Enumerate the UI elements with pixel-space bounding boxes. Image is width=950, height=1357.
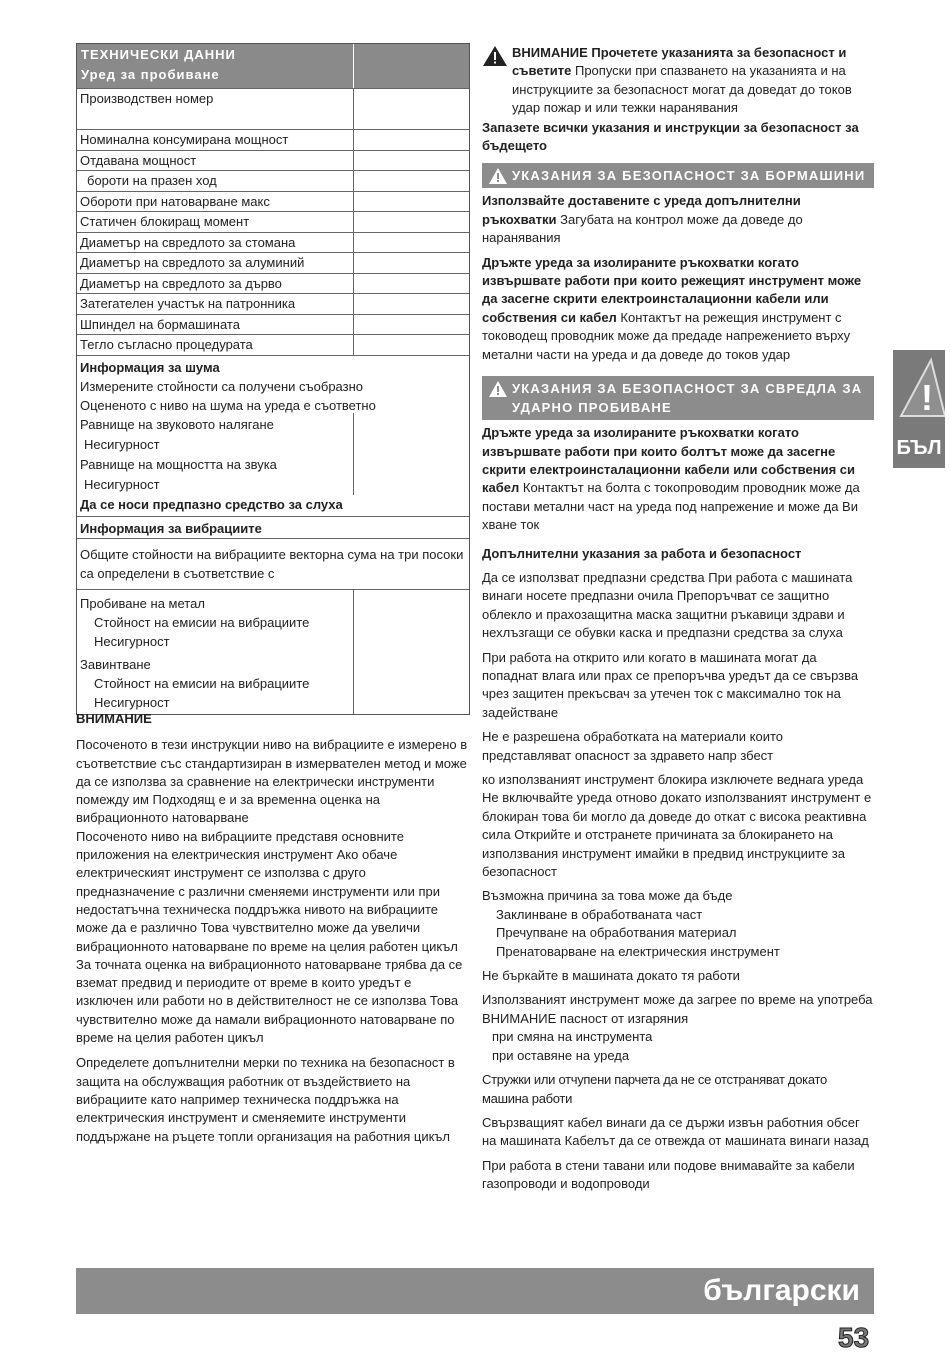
vibration-line: Несигурност — [94, 633, 170, 649]
table-row — [77, 314, 469, 335]
noise-line: Измерените стойности са получени съобразно — [80, 378, 364, 394]
row-label: Шпиндел на бормашината — [80, 316, 240, 332]
noise-line: Равнище на мощността на звука — [80, 456, 277, 472]
warning-icon — [488, 380, 508, 398]
footer-band — [76, 1268, 874, 1314]
text: Загубата на контрол може да доведе до наранявания — [482, 211, 803, 246]
table-row — [77, 252, 469, 273]
paragraph — [482, 887, 874, 961]
paragraph: Стружки или отчупени парчета да не се отстраняват докато машина работи — [482, 1072, 827, 1106]
list-item: Пренатоварване на електрическия инструмент — [496, 943, 780, 959]
paragraph: ко използваният инструмент блокира изключете веднага уреда Не включвайте уреда отново докато използваният инструмент е блокиран това би могло да доведе до откат с висока реактивна сила Открийте и отстранете причината за блокирането на използвания инструмент имайки в предвид инструкциите за безопасност — [482, 772, 872, 880]
paragraph: При работа на открито или когато в машината могат да попаднат влага или прах се препоръчва уредът да се свързва чрез защитен прекъсвач за утечен ток с максимално ток на задействане — [482, 649, 859, 720]
list-item: Пречупване на обработвания материал — [496, 925, 737, 941]
row-label: бороти на празен ход — [87, 173, 217, 188]
row-label: Производствен номер — [80, 91, 214, 106]
paragraph: Посоченото ниво на вибрациите представя основните приложения на електрическия инструмент Ако обаче електрическият инструмент се използва с друго предназначение с различни сменяеми инструменти или при недостатъчна техническа поддръжка нивото на вибрациите може да е различно Това чувствително може да увеличи вибрационното натоварване по време на целия работен цикъл — [76, 828, 458, 954]
table-subtitle: Уред за пробиване — [81, 67, 220, 82]
vibration-desc — [77, 538, 469, 589]
row-label: Статичен блокиращ момент — [80, 214, 250, 229]
table-row — [77, 191, 469, 212]
warning-icon — [482, 44, 508, 68]
noise-title: Информация за шума — [80, 359, 220, 375]
text: Възможна причина за това може да бъде — [482, 888, 733, 904]
page-number: 53 — [838, 1322, 870, 1353]
row-label: Номинална консумирана мощност — [80, 132, 289, 147]
paragraph — [482, 424, 874, 534]
table-row — [77, 293, 469, 314]
hearing-protection-note: Да се носи предпазно средство за слуха — [80, 496, 343, 512]
band-title: УКАЗАНИЯ ЗА БЕЗОПАСНОСТ ЗА СВРЕДЛА ЗА УДАРНО ПРОБИВАНЕ — [512, 381, 863, 416]
row-label: Диаметър на свредлото за дърво — [80, 275, 282, 291]
table-title: ТЕХНИЧЕСКИ ДАННИ — [81, 47, 236, 62]
bold-text: Дръжте уреда за изолираните ръкохватки когато извършвате работи при които болтът може да засегне скрити електроинсталационни кабели или собствения си кабел — [482, 425, 855, 496]
section-band-drills — [482, 163, 874, 188]
vibration-section — [77, 516, 469, 538]
paragraph: Не бъркайте в машината докато тя работи — [482, 968, 740, 984]
text: ВНИМАНИЕ пасност от изгаряния — [482, 1010, 689, 1026]
side-tab-label: БЪЛ — [896, 437, 942, 459]
paragraph: Посоченото в тези инструкции ниво на вибрациите е измерено в съответствие със стандартизиран в измервателен метод и може да се използва за сравнение на електрически инструменти помежду им Подходящ е и за временна оценка на вибрационното натоварване — [76, 737, 468, 826]
band-title: УКАЗАНИЯ ЗА БЕЗОПАСНОСТ ЗА БОРМАШИНИ — [512, 168, 866, 184]
noise-section — [77, 355, 469, 516]
row-label: Обороти при натоварване макс — [80, 193, 270, 209]
vibration-values — [77, 589, 469, 714]
table-row — [77, 232, 469, 253]
table-row — [77, 129, 469, 150]
paragraph: Свързващият кабел винаги да се държи извън работния обсег на машината Кабелът да се отвежда от машината винаги назад — [482, 1114, 869, 1149]
warning-icon — [893, 354, 945, 434]
language-side-tab — [893, 350, 945, 468]
warning-text: Пропуски при спазването на указанията и на инструкциите за безопасност могат да доведат до токов удар пожар и или тежки наранявания — [512, 63, 852, 116]
section-band-impact — [482, 376, 874, 420]
keep-instructions: Запазете всички указания и инструкции за безопасност за бъдещето — [482, 119, 859, 154]
vibration-line: Пробиване на метал — [80, 595, 205, 611]
paragraph — [482, 254, 874, 364]
vibration-line: Общите стойности на вибрациите векторна сума на три посоки — [80, 546, 464, 562]
noise-line: Равнище на звуковото налягане — [80, 416, 274, 432]
bold-text: Използвайте доставените с уреда допълнителни ръкохватки — [482, 193, 801, 227]
paragraph: При работа в стени тавани или подове внимавайте за кабели газопроводи и водопроводи — [482, 1157, 855, 1192]
general-warning — [482, 44, 874, 118]
noise-line: Несигурност — [84, 436, 160, 452]
row-label: Тегло съгласно процедурата — [80, 337, 253, 352]
additional-title: Допълнителни указания за работа и безопасност — [482, 545, 802, 561]
vibration-line: са определени в съответствие с — [80, 565, 275, 581]
warning-bold: ВНИМАНИЕ Прочетете указанията за безопасност и съветите — [512, 45, 847, 79]
vibration-line: Стойност на емисии на вибрациите — [94, 614, 310, 630]
text: Контактът на болта с токопроводим проводник може да постави метални част на уреда под напрежение и може да Ви хване ток — [482, 480, 860, 533]
footer-language: български — [703, 1274, 860, 1307]
vibration-line: Завинтване — [80, 656, 151, 672]
text: Използваният инструмент може да загрее по време на употреба — [482, 992, 873, 1008]
table-row — [77, 334, 469, 355]
technical-data-table — [76, 43, 470, 715]
paragraph: За точната оценка на вибрационното натоварване трябва да се вземат предвид и периодите от време в които уредът е изключен или работи но в действителност не се използва Това чувствително може да намали вибрационното натоварване по време на целия работен цикъл — [76, 956, 463, 1046]
left-text-column — [76, 710, 468, 1153]
paragraph: Определете допълнителни мерки по техника на безопасност в защита на обслужващия работник от въздействието на вибрациите като например техническа поддръжка на електрическия инструмент и сменяемите инструменти поддържане на ръцете топли организация на работния цикъл — [76, 1055, 455, 1144]
table-header — [77, 44, 469, 88]
paragraph — [482, 192, 874, 247]
row-label: Диаметър на свредлото за алуминий — [80, 255, 305, 270]
right-text-column — [482, 44, 874, 1200]
list-item: Заклинване в обработваната част — [496, 906, 703, 922]
paragraph: Не е разрешена обработката на материали които представляват опасност за здравето напр збест — [482, 729, 784, 763]
attention-heading: ВНИМАНИЕ — [76, 711, 152, 726]
list-item: при смяна на инструмента — [492, 1029, 653, 1045]
row-label: Затегателен участък на патронника — [80, 296, 296, 311]
table-row — [77, 150, 469, 171]
row-label: Отдавана мощност — [80, 152, 197, 168]
vibration-title: Информация за вибрациите — [80, 520, 262, 536]
paragraph — [482, 991, 874, 1065]
vibration-line: Стойност на емисии на вибрациите — [94, 675, 310, 691]
warning-icon — [488, 167, 508, 185]
svg-text:!: ! — [921, 377, 933, 418]
vibration-line: Несигурност — [94, 694, 170, 710]
noise-line: Несигурност — [84, 476, 160, 492]
bold-text: Дръжте уреда за изолираните ръкохватки когато извършвате работи при които режещият инструмент може да засегне скрити електроинсталационни кабели или собствения си кабел — [482, 254, 862, 325]
table-row — [77, 273, 469, 294]
row-label: Диаметър на свредлото за стомана — [80, 234, 296, 250]
text: Контактът на режещия инструмент с тоководещ проводник може да предаде напрежението върху метални части на уреда и да доведе до токов удар — [482, 309, 851, 362]
table-row — [77, 88, 469, 129]
paragraph: Да се използват предпазни средства При работа с машината винаги носете предпазни очила Препоръчват се защитно облекло и прахозащитна маска защитни ръкавици здрави и нехлъзгащи се обувки каска и предпазни средства за слуха — [482, 569, 853, 641]
table-row — [77, 211, 469, 232]
noise-line: Оцененото с ниво на шума на уреда е съответно — [80, 397, 376, 413]
table-row — [77, 170, 469, 191]
noise-values — [80, 415, 469, 495]
list-item: при оставяне на уреда — [492, 1047, 630, 1063]
